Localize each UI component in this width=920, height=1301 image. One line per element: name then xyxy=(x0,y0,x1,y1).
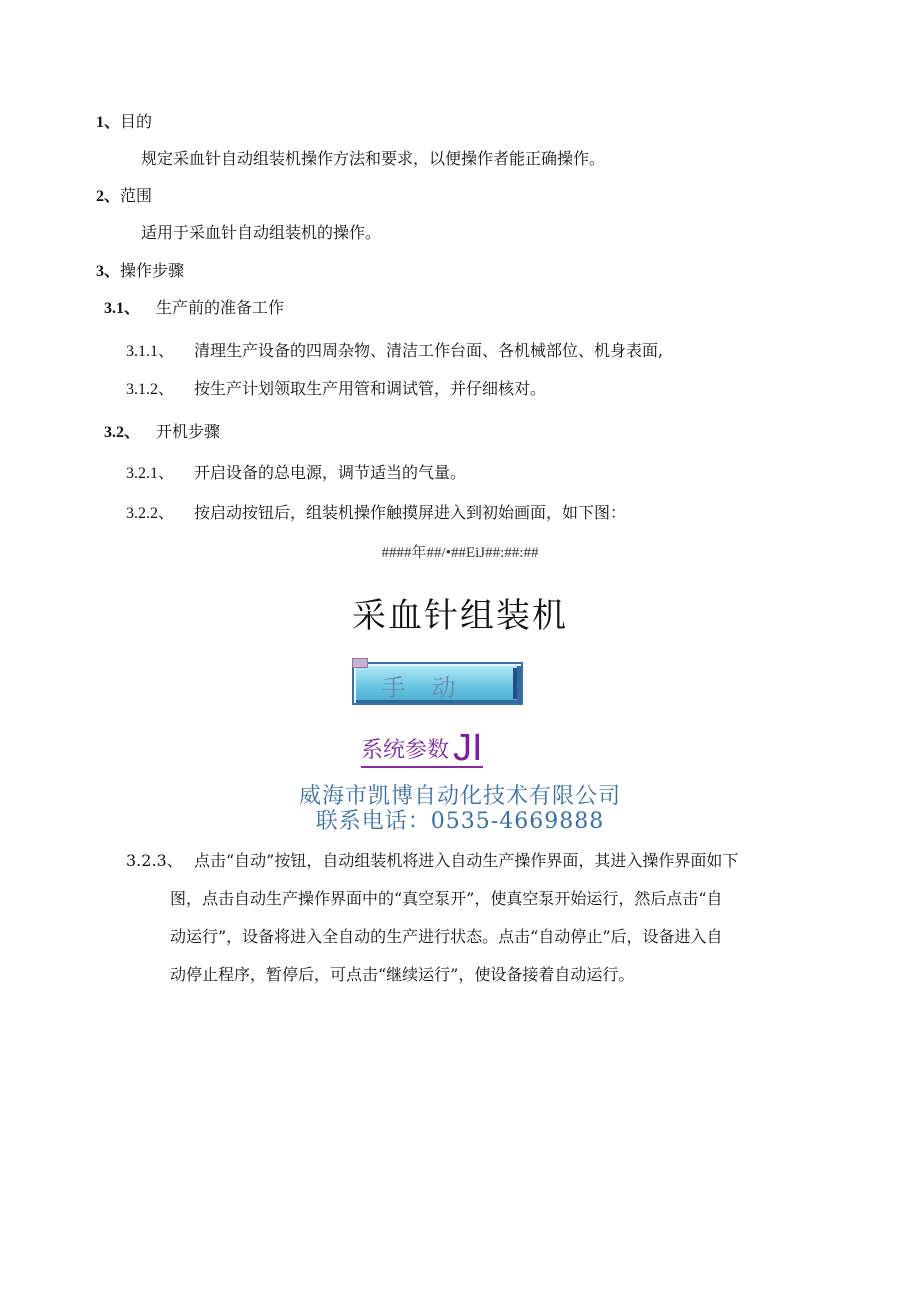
section-number: 3、 xyxy=(96,263,121,280)
screen-datetime: ####年##/•##EiJ##:##:## xyxy=(381,545,539,561)
manual-button[interactable] xyxy=(352,662,523,705)
system-params-label: 系统参数 xyxy=(361,738,450,763)
section-title: 生产前的准备工作 xyxy=(156,298,285,317)
step-text: 开启设备的总电源，调节适当的气量。 xyxy=(194,463,467,482)
section-title: 操作步骤 xyxy=(120,261,185,280)
section-2-heading xyxy=(96,185,152,208)
screen-title: 采血针组装机 xyxy=(352,596,568,636)
step-3-2-1 xyxy=(126,462,466,485)
step-number: 3.2.1、 xyxy=(126,465,175,482)
paragraph-line: 动运行”，设备将进入全自动的生产进行状态。点击“自动停止”后，设备进入自 xyxy=(170,927,723,946)
button-edge xyxy=(513,668,517,699)
step-text: 按生产计划领取生产用管和调试管，并仔细核对。 xyxy=(194,379,547,398)
step-3-2-3-text xyxy=(170,842,739,994)
section-number: 3.2、 xyxy=(104,424,141,441)
system-params-suffix: JI xyxy=(453,727,483,769)
section-2-body: 适用于采血针自动组装机的操作。 xyxy=(141,223,382,242)
step-number: 3.2.2、 xyxy=(126,505,175,522)
section-title: 开机步骤 xyxy=(156,422,221,441)
paragraph-line: 动停止程序，暂停后，可点击“继续运行”，使设备接着自动运行。 xyxy=(170,965,635,984)
manual-button-label: 手动 xyxy=(381,674,482,702)
paragraph-line: 点击“自动”按钮，自动组装机将进入自动生产操作界面，其进入操作界面如下 xyxy=(194,851,739,870)
step-text: 清理生产设备的四周杂物、清洁工作台面、各机械部位、机身表面, xyxy=(194,341,664,360)
company-name: 威海市凯博自动化技术有限公司 xyxy=(298,784,621,809)
step-3-2-2 xyxy=(126,502,626,525)
section-number: 3.1、 xyxy=(104,300,141,317)
system-params-link[interactable] xyxy=(361,727,483,769)
step-text: 按启动按钮后，组装机操作触摸屏进入到初始画面，如下图： xyxy=(194,503,627,522)
corner-marker-icon xyxy=(352,658,368,668)
contact-phone: 联系电话：0535-4669888 xyxy=(315,809,605,834)
step-number: 3.1.2、 xyxy=(126,381,175,398)
step-number: 3.1.1、 xyxy=(126,343,175,360)
section-title: 目的 xyxy=(120,112,153,131)
section-1-heading xyxy=(96,111,152,134)
step-3-1-1 xyxy=(126,340,663,363)
step-3-2-3-number: 3.2.3、 xyxy=(126,851,183,870)
section-number: 2、 xyxy=(96,188,121,205)
section-number: 1、 xyxy=(96,114,121,131)
section-3-2-heading xyxy=(104,421,220,444)
section-3-heading xyxy=(96,260,184,283)
section-3-1-heading xyxy=(104,297,284,320)
paragraph-line: 图，点击自动生产操作界面中的“真空泵开”，使真空泵开始运行，然后点击“自 xyxy=(170,889,723,908)
step-3-1-2 xyxy=(126,378,546,401)
section-title: 范围 xyxy=(120,186,153,205)
section-1-body: 规定采血针自动组装机操作方法和要求，以便操作者能正确操作。 xyxy=(141,149,606,168)
